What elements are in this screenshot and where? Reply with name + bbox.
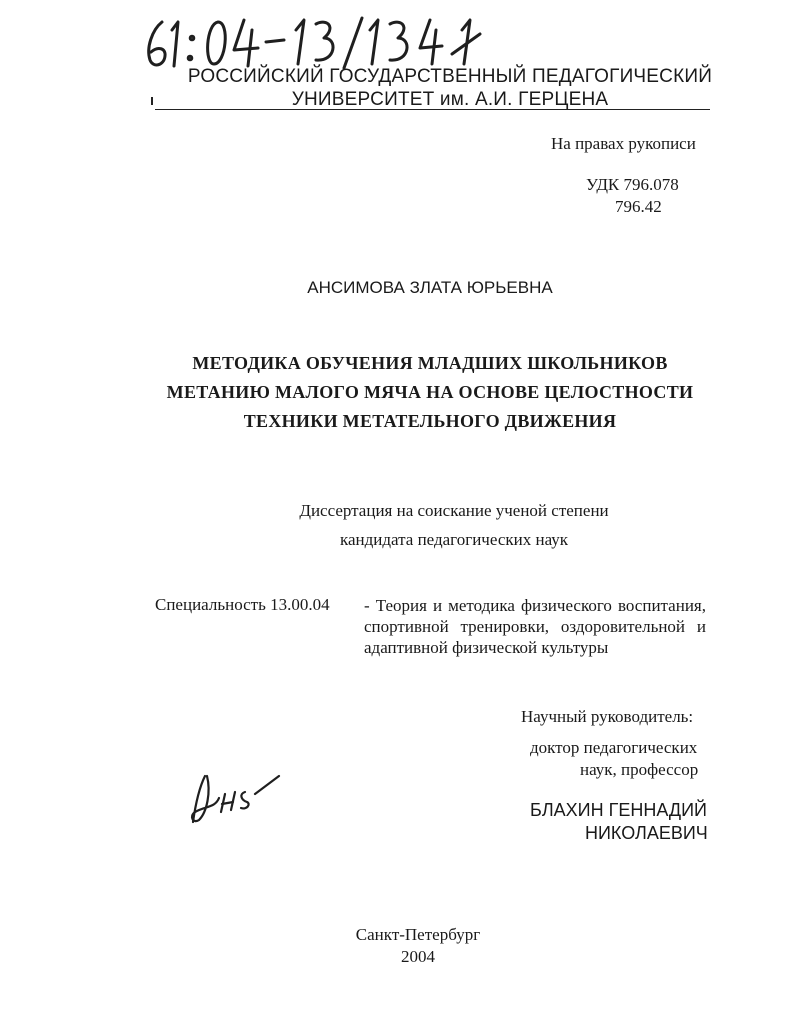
- advisor-degree-2: наук, профессор: [580, 760, 699, 779]
- advisor-name-1: БЛАХИН ГЕННАДИЙ: [530, 800, 707, 820]
- year: 2004: [401, 947, 435, 966]
- specialty-label: Специальность 13.00.04: [155, 595, 330, 614]
- header-rule: [155, 109, 710, 110]
- udk-code-2: 796.42: [615, 197, 662, 216]
- author-name: АНСИМОВА ЗЛАТА ЮРЬЕВНА: [307, 278, 553, 297]
- scan-mark: [151, 97, 153, 105]
- specialty-description: - Теория и методика физического воспитания, спортивной тренировки, оздоровительной и адаптивной физической культуры: [364, 596, 706, 657]
- advisor-degree-1: доктор педагогических: [530, 738, 698, 757]
- dissertation-line-1: Диссертация на соискание ученой степени: [299, 501, 609, 520]
- title-line-3: ТЕХНИКИ МЕТАТЕЛЬНОГО ДВИЖЕНИЯ: [243, 411, 617, 431]
- advisor-label: Научный руководитель:: [521, 707, 694, 726]
- dissertation-line-2: кандидата педагогических наук: [339, 530, 569, 549]
- udk-code-1: УДК 796.078: [586, 175, 679, 194]
- title-line-2: МЕТАНИЮ МАЛОГО МЯЧА НА ОСНОВЕ ЦЕЛОСТНОСТИ: [166, 382, 694, 402]
- handwritten-catalog-code: [140, 8, 520, 74]
- organization-line-1: РОССИЙСКИЙ ГОСУДАРСТВЕННЫЙ ПЕДАГОГИЧЕСКИЙ: [187, 66, 713, 87]
- signature: [185, 768, 285, 828]
- advisor-name-2: НИКОЛАЕВИЧ: [585, 823, 708, 843]
- rights-note: На правах рукописи: [551, 134, 696, 153]
- city: Санкт-Петербург: [355, 925, 481, 944]
- organization-line-2: УНИВЕРСИТЕТ им. А.И. ГЕРЦЕНА: [291, 89, 609, 110]
- title-line-1: МЕТОДИКА ОБУЧЕНИЯ МЛАДШИХ ШКОЛЬНИКОВ: [192, 353, 668, 373]
